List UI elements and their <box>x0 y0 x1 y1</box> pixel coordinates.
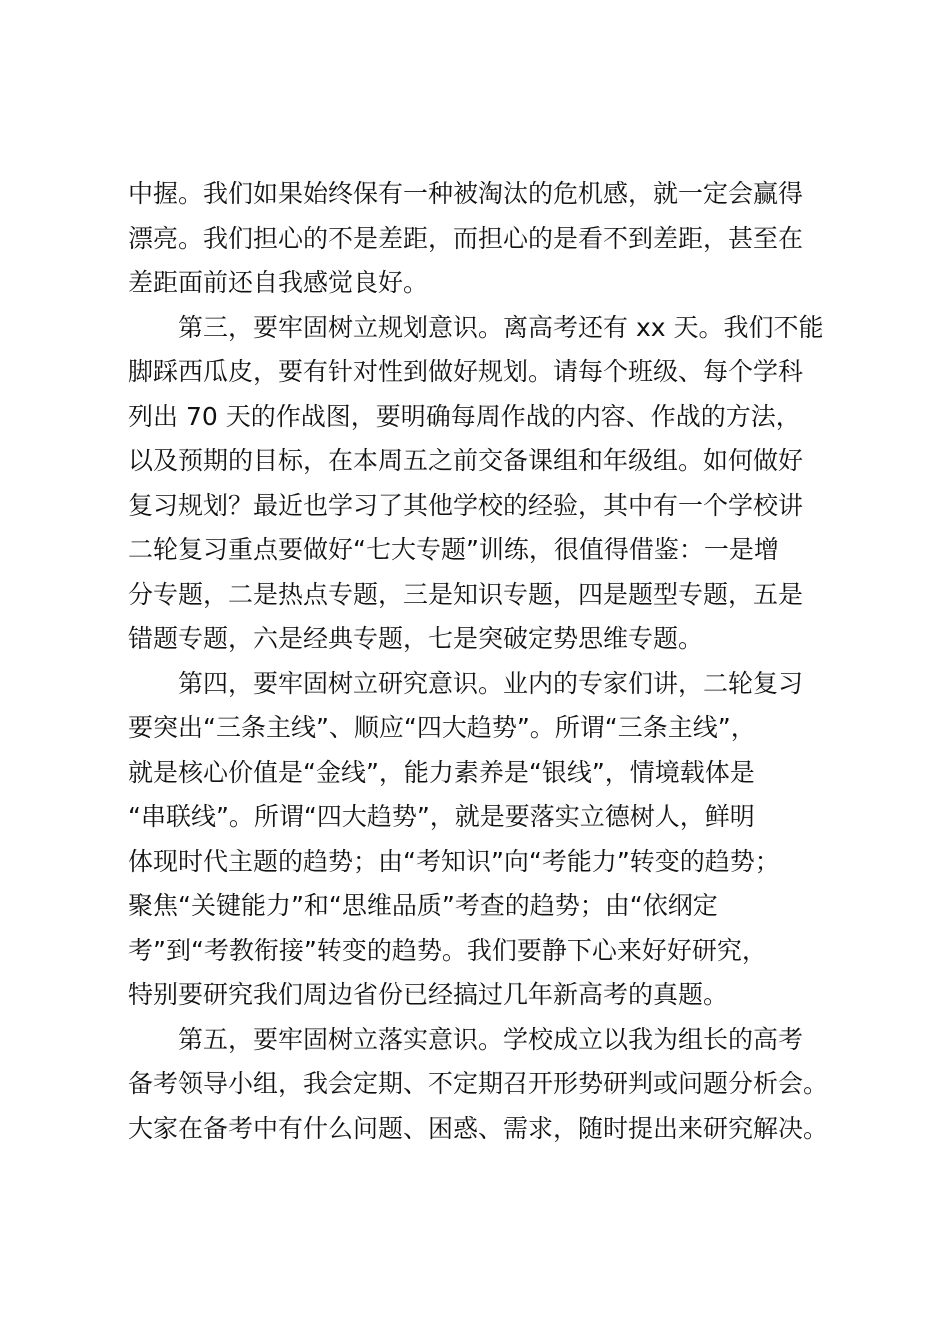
text-line: 分专题，二是热点专题，三是知识专题，四是题型专题，五是 <box>128 579 804 609</box>
text-line: 体现时代主题的趋势；由“考知识”向“考能力”转变的趋势； <box>128 846 780 876</box>
text-line: 聚焦“关键能力”和“思维品质”考查的趋势；由“依纲定 <box>128 891 718 920</box>
text-line: “串联线”。所谓“四大趋势”，就是要落实立德树人，鲜明 <box>128 802 755 831</box>
text-line: 大家在备考中有什么问题、困惑、需求，随时提出来研究解决。 <box>128 1113 829 1143</box>
text-line-first: 第四，要牢固树立研究意识。业内的专家们讲，二轮复习 <box>178 668 804 698</box>
text-line-first: 第五，要牢固树立落实意识。学校成立以我为组长的高考 <box>178 1024 804 1054</box>
text-line-first: 第三，要牢固树立规划意识。离高考还有 xx 天。我们不能 <box>178 312 824 342</box>
text-line: 以及预期的目标，在本周五之前交备课组和年级组。如何做好 <box>128 446 804 475</box>
paragraph-2 <box>128 306 858 662</box>
text-line: 中握。我们如果始终保有一种被淘汰的危机感，就一定会赢得 <box>128 179 804 208</box>
text-line: 备考领导小组，我会定期、不定期召开形势研判或问题分析会。 <box>128 1069 829 1098</box>
text-line: 漂亮。我们担心的不是差距，而担心的是看不到差距，甚至在 <box>128 223 804 253</box>
text-line: 二轮复习重点要做好“七大专题”训练，很值得借鉴：一是增 <box>128 535 779 564</box>
text-line: 特别要研究我们周边省份已经搞过几年新高考的真题。 <box>128 980 729 1009</box>
text-line: 脚踩西瓜皮，要有针对性到做好规划。请每个班级、每个学科 <box>128 357 804 386</box>
paragraph-1 <box>128 172 858 306</box>
text-line: 要突出“三条主线”、顺应“四大趋势”。所谓“三条主线”， <box>128 713 756 742</box>
text-line: 复习规划？最近也学习了其他学校的经验，其中有一个学校讲 <box>128 490 804 520</box>
text-line: 就是核心价值是“金线”，能力素养是“银线”，情境载体是 <box>128 757 755 787</box>
paragraph-3 <box>128 662 858 1018</box>
text-line: 列出 70 天的作战图，要明确每周作战的内容、作战的方法， <box>128 401 801 431</box>
text-line: 差距面前还自我感觉良好。 <box>128 268 429 297</box>
text-line: 错题专题，六是经典专题，七是突破定势思维专题。 <box>128 624 704 653</box>
document-body <box>128 172 858 1151</box>
paragraph-4 <box>128 1018 858 1152</box>
text-line: 考”到“考教衔接”转变的趋势。我们要静下心来好好研究， <box>128 935 767 965</box>
